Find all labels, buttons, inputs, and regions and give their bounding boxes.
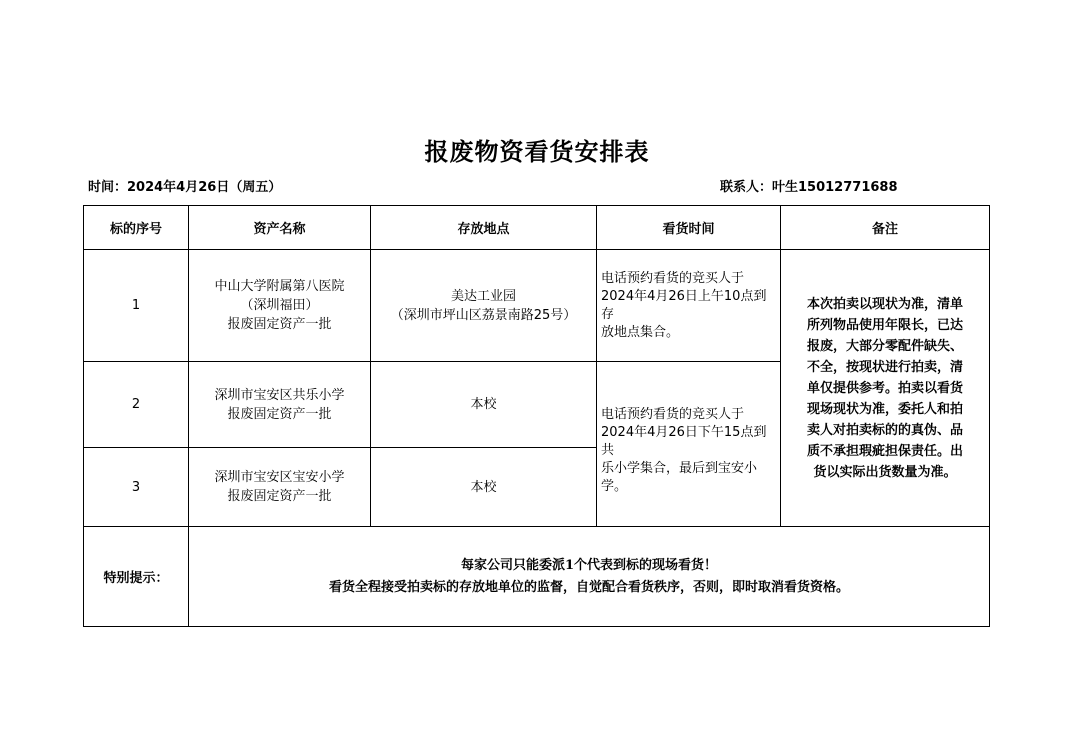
special-notice-row — [84, 527, 990, 627]
page-title: 报废物资看货安排表 — [424, 137, 650, 166]
lot-number: 3 — [84, 448, 189, 527]
header-location: 存放地点 — [371, 206, 597, 250]
storage-location: 本校 — [371, 362, 597, 448]
asset-name: 中山大学附属第八医院 （深圳福田） 报废固定资产一批 — [189, 250, 371, 362]
viewing-time: 电话预约看货的竞买人于 2024年4月26日下午15点到共 乐小学集合，最后到宝安小 学。 — [597, 362, 781, 527]
storage-location: 美达工业园 （深圳市坪山区荔景南路25号） — [371, 250, 597, 362]
viewing-time: 电话预约看货的竞买人于 2024年4月26日上午10点到存 放地点集合。 — [597, 250, 781, 362]
header-lot-number: 标的序号 — [84, 206, 189, 250]
header-asset-name: 资产名称 — [189, 206, 371, 250]
storage-location: 本校 — [371, 448, 597, 527]
lot-number: 2 — [84, 362, 189, 448]
contact-person: 联系人：叶生15012771688 — [720, 180, 898, 195]
table-header-row — [84, 206, 990, 250]
special-notice-text: 每家公司只能委派1个代表到标的现场看货！ 看货全程接受拍卖标的存放地单位的监督，自觉配合看货秩序，否则，即时取消看货资格。 — [189, 527, 990, 627]
remarks: 本次拍卖以现状为准，清单 所列物品使用年限长，已达 报废，大部分零配件缺失、 不全，按现状进行拍卖，清 单仅提供参考。拍卖以看货 现场现状为准，委托人和拍 卖人对拍卖标的的真伪、品 质不承担瑕疵担保责任。出 货以实际出货数量为准。 — [781, 250, 990, 527]
asset-name: 深圳市宝安区宝安小学 报废固定资产一批 — [189, 448, 371, 527]
lot-number: 1 — [84, 250, 189, 362]
viewing-date: 时间：2024年4月26日（周五） — [88, 180, 282, 195]
asset-name: 深圳市宝安区共乐小学 报废固定资产一批 — [189, 362, 371, 448]
header-remarks: 备注 — [781, 206, 990, 250]
special-notice-label: 特别提示： — [84, 527, 189, 627]
viewing-schedule-table — [83, 205, 990, 627]
table-row — [84, 250, 990, 362]
header-viewing-time: 看货时间 — [597, 206, 781, 250]
